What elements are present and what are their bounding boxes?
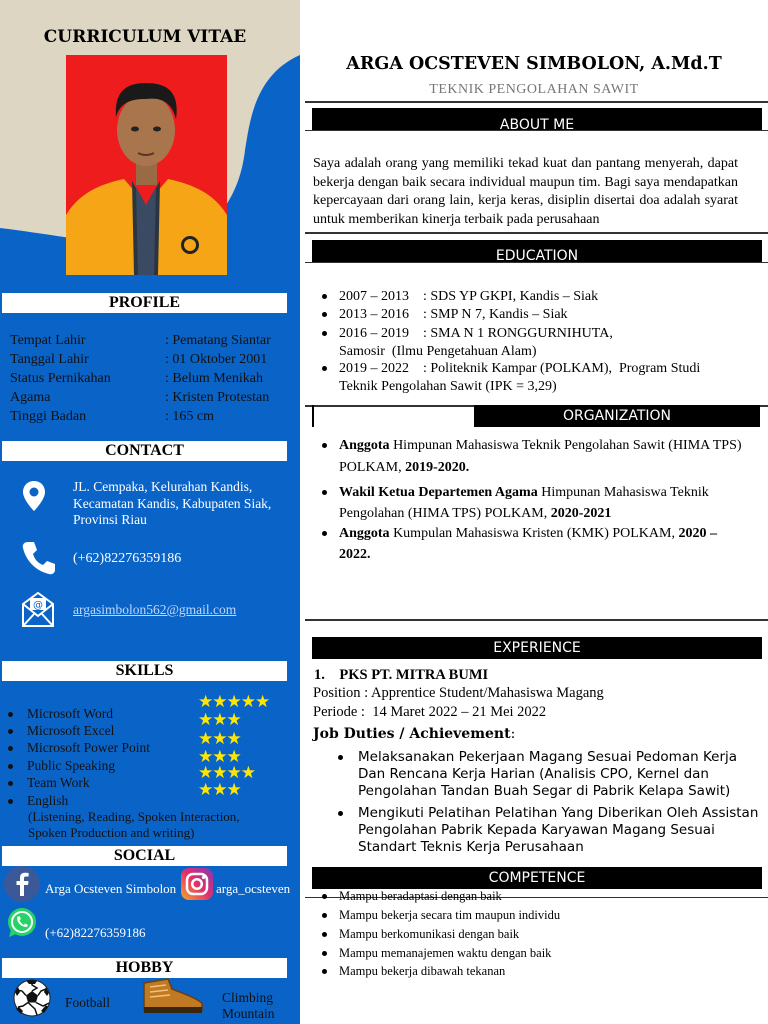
education-text: 2007 – 2013 : SDS YP GKPI, Kandis – Siak bbox=[339, 289, 599, 304]
candidate-name: ARGA OCSTEVEN SIMBOLON, A.Md.T bbox=[346, 54, 722, 74]
profile-heading: PROFILE bbox=[2, 293, 287, 313]
org-name: Himpunan Mahasiswa Teknik Pengolahan (HIMA TPS) POLKAM, bbox=[339, 485, 709, 521]
competence-item bbox=[322, 926, 519, 942]
duty-bullet bbox=[338, 755, 343, 760]
org-role: Anggota bbox=[339, 438, 390, 453]
competence-heading: COMPETENCE bbox=[312, 867, 762, 889]
experience-period: Periode : 14 Maret 2022 – 21 Mei 2022 bbox=[313, 704, 547, 720]
education-item bbox=[322, 325, 627, 360]
education-item bbox=[322, 306, 742, 324]
skill-item bbox=[8, 757, 115, 774]
competence-item bbox=[322, 963, 505, 979]
email-icon bbox=[21, 590, 55, 628]
hobby-football: Football bbox=[65, 995, 111, 1010]
skill-name: Microsoft Excel bbox=[27, 723, 115, 738]
duty-item: Mengikuti Pelatihan Pelatihan Yang Diberikan Oleh Assistan Pengolahan Pabrik Kepada Karyawan Magang Sesuai Standart Teknis Kerja Perusahaan bbox=[358, 805, 759, 855]
duty-item: Melaksanakan Pekerjaan Magang Sesuai Pedoman Kerja Dan Rencana Kerja Harian (Analisis CPO, Kernel dan Pengolahan Tandan Buah Segar di Pabrik Kelapa Sawit) bbox=[358, 749, 738, 799]
instagram-icon bbox=[181, 868, 213, 900]
contact-email-link[interactable]: argasimbolon562@gmail.com bbox=[73, 602, 237, 617]
skill-stars: ★★★★ bbox=[198, 763, 255, 782]
divider bbox=[305, 232, 768, 234]
skill-stars: ★★★ bbox=[198, 710, 241, 729]
skills-heading: SKILLS bbox=[2, 661, 287, 681]
experience-company: 1. PKS PT. MITRA BUMI bbox=[314, 667, 489, 683]
profile-label: Agama bbox=[10, 390, 51, 405]
cv-title: CURRICULUM VITAE bbox=[43, 27, 247, 47]
competence-item bbox=[322, 907, 560, 923]
skill-stars: ★★★ bbox=[198, 729, 241, 748]
facebook-name[interactable]: Arga Ocsteven Simbolon bbox=[45, 881, 177, 896]
divider bbox=[305, 130, 768, 131]
duty-bullet bbox=[338, 811, 343, 816]
profile-photo bbox=[66, 55, 227, 275]
skill-stars: ★★★★★ bbox=[198, 692, 270, 711]
contact-phone[interactable]: (+62)82276359186 bbox=[73, 551, 182, 566]
competence-text: Mampu beradaptasi dengan baik bbox=[339, 889, 502, 903]
competence-item bbox=[322, 945, 551, 961]
education-text: 2019 – 2022 : Politeknik Kampar (POLKAM), Program Studi Teknik Pengolahan Sawit (IPK = 3,29) bbox=[339, 361, 704, 394]
education-item bbox=[322, 360, 742, 395]
skill-item bbox=[8, 705, 113, 722]
education-item bbox=[322, 288, 742, 306]
divider bbox=[305, 262, 768, 263]
profile-value: : 01 Oktober 2001 bbox=[165, 352, 268, 367]
football-icon bbox=[13, 979, 51, 1017]
education-text: 2016 – 2019 : SMA N 1 RONGGURNIHUTA, Samosir (Ilmu Pengetahuan Alam) bbox=[339, 326, 617, 359]
svg-text:@: @ bbox=[33, 600, 43, 611]
location-pin-icon bbox=[22, 480, 46, 512]
divider bbox=[305, 101, 768, 103]
profile-value: : Kristen Protestan bbox=[165, 390, 270, 405]
hobby-heading: HOBBY bbox=[2, 958, 287, 978]
organization-heading: ORGANIZATION bbox=[474, 405, 760, 427]
profile-value: : Pematang Siantar bbox=[165, 333, 271, 348]
experience-position: Position : Apprentice Student/Mahasiswa Magang bbox=[313, 685, 604, 701]
organization-item bbox=[322, 435, 747, 479]
skill-item bbox=[8, 792, 68, 809]
org-role: Anggota bbox=[339, 526, 390, 541]
social-heading: SOCIAL bbox=[2, 846, 287, 866]
organization-item bbox=[322, 482, 747, 524]
skill-name: Public Speaking bbox=[27, 758, 116, 773]
facebook-icon bbox=[4, 866, 40, 902]
divider bbox=[312, 405, 314, 427]
phone-icon bbox=[21, 540, 57, 576]
org-name: Kumpulan Mahasiswa Kristen (KMK) POLKAM, bbox=[389, 526, 679, 541]
whatsapp-number[interactable]: (+62)82276359186 bbox=[45, 925, 146, 940]
skill-name: Team Work bbox=[27, 775, 90, 790]
skill-item bbox=[8, 722, 114, 739]
duties-heading: Job Duties / Achievement bbox=[313, 726, 511, 742]
contact-address: JL. Cempaka, Kelurahan Kandis, Kecamatan Kandis, Kabupaten Siak, Provinsi Riau bbox=[73, 479, 272, 527]
competence-item bbox=[322, 888, 502, 904]
skill-item bbox=[8, 739, 150, 756]
hobby-climbing: Climbing Mountain bbox=[222, 990, 275, 1021]
skill-stars: ★★★ bbox=[198, 747, 241, 766]
profile-value: : Belum Menikah bbox=[165, 371, 263, 386]
instagram-handle[interactable]: arga_ocsteven bbox=[216, 881, 291, 896]
profile-label: Tinggi Badan bbox=[10, 409, 87, 424]
skill-item bbox=[8, 774, 90, 791]
skill-name: Microsoft Power Point bbox=[27, 740, 150, 755]
org-name: Himpunan Mahasiswa Teknik Pengolahan Sawit (HIMA TPS) POLKAM, bbox=[339, 438, 742, 475]
candidate-title: TEKNIK PENGOLAHAN SAWIT bbox=[429, 82, 639, 97]
skill-name: Microsoft Word bbox=[27, 706, 114, 721]
contact-heading: CONTACT bbox=[2, 441, 287, 461]
sidebar bbox=[0, 0, 300, 1024]
duties-colon: : bbox=[510, 726, 516, 742]
competence-text: Mampu berkomunikasi dengan baik bbox=[339, 927, 520, 941]
divider bbox=[305, 619, 768, 621]
profile-value: : 165 cm bbox=[165, 409, 214, 424]
profile-label: Tempat Lahir bbox=[10, 333, 86, 348]
competence-text: Mampu bekerja secara tim maupun individu bbox=[339, 908, 561, 922]
hiking-shoes-icon bbox=[138, 975, 206, 1017]
org-years: 2020-2021 bbox=[550, 506, 612, 521]
about-heading: ABOUT ME bbox=[312, 108, 762, 130]
org-years: 2020 – 2022. bbox=[339, 526, 717, 562]
skill-name: English bbox=[27, 793, 69, 808]
competence-text: Mampu bekerja dibawah tekanan bbox=[339, 964, 506, 978]
profile-label: Status Pernikahan bbox=[10, 371, 111, 386]
skill-stars: ★★★ bbox=[198, 780, 241, 799]
profile-label: Tanggal Lahir bbox=[10, 352, 89, 367]
org-years: 2019-2020. bbox=[405, 460, 470, 475]
education-text: 2013 – 2016 : SMP N 7, Kandis – Siak bbox=[339, 307, 568, 322]
organization-item bbox=[322, 523, 747, 565]
competence-text: Mampu memanajemen waktu dengan baik bbox=[339, 946, 552, 960]
english-detail: (Listening, Reading, Spoken Interaction, Spoken Production and writing) bbox=[28, 809, 240, 840]
experience-heading: EXPERIENCE bbox=[312, 637, 762, 659]
education-heading: EDUCATION bbox=[312, 240, 762, 262]
org-role: Wakil Ketua Departemen Agama bbox=[339, 485, 538, 500]
about-text: Saya adalah orang yang memiliki tekad kuat dan pantang menyerah, dapat bekerja dengan baik secara individual maupun tim. Bagi saya mendapatkan kepercayaan dari orang lain, kerja keras, disiplin disertai doa adalah syarat untuk memberikan kinerja terbaik pada perusahaan bbox=[313, 156, 738, 227]
whatsapp-icon bbox=[5, 906, 39, 940]
